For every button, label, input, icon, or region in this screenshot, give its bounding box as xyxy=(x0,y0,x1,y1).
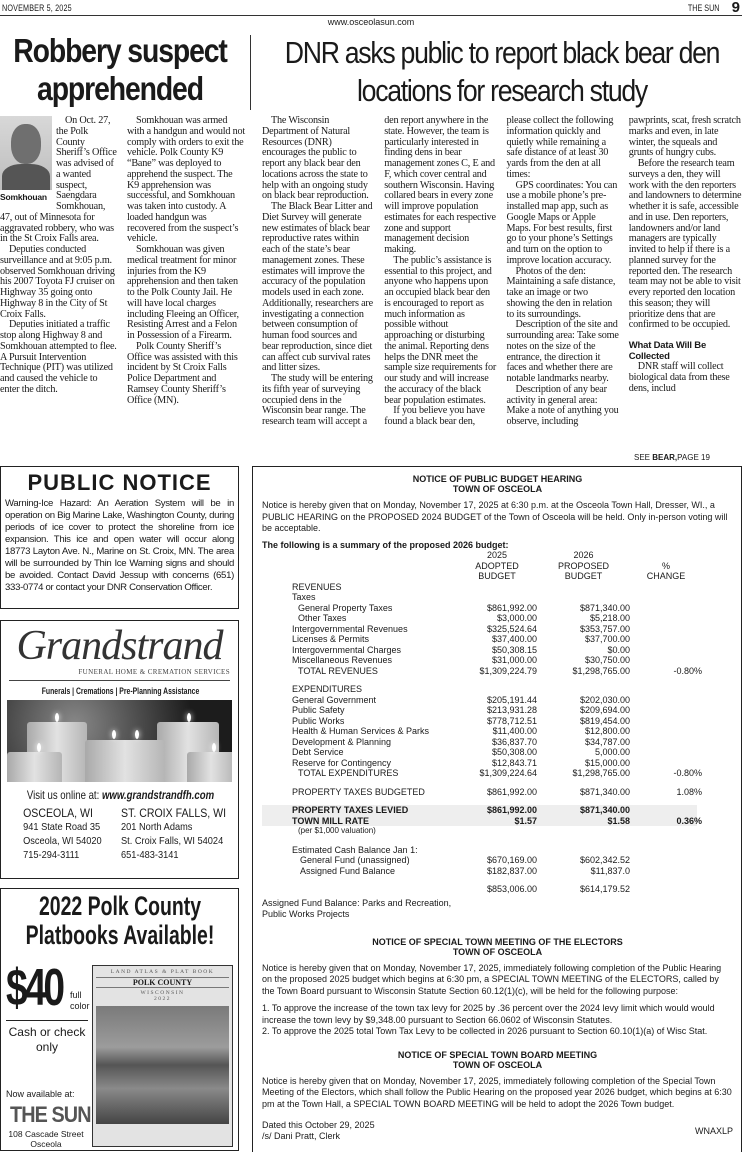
row-value: $871,340.00 xyxy=(579,805,630,815)
row-value xyxy=(630,613,702,624)
row-value: 0.36% xyxy=(676,815,702,826)
row-value: $1.57 xyxy=(514,815,537,826)
row-label: Health & Human Services & Parks xyxy=(292,726,430,736)
row-value: $861,992.00 xyxy=(486,602,537,613)
budget-row xyxy=(262,603,733,614)
row-value xyxy=(630,866,702,877)
row-value xyxy=(630,634,702,645)
row-label: Reserve for Contingency xyxy=(292,757,392,768)
row-value: $15,000.00 xyxy=(584,757,630,768)
subheading: What Data Will Be Collected xyxy=(628,340,707,362)
budget-section xyxy=(262,884,733,895)
column-header-cell: 2026 xyxy=(573,550,594,560)
row-label: TOTAL EXPENDITURES xyxy=(298,768,399,778)
paragraph: Polk County Sheriff’s Office was assisted with this incident by St Croix Falls Police Department and Ramsey County Sheriff’s Office (MN). xyxy=(127,340,238,406)
row-value: $50,308.00 xyxy=(491,747,537,757)
row-value: $1.58 xyxy=(607,815,630,826)
row-value xyxy=(630,884,702,895)
row-value xyxy=(630,592,702,603)
row-value: $1,309,224.79 xyxy=(479,665,537,676)
suspect-photo xyxy=(0,116,52,190)
electors-item-1: 1. To approve the increase of the town tax levy for 2025 by .36 percent over the 2024 levy limit which would would increase the town levy by $9,348.00 pursuant to Section 66.0602 of Wisconsin Statutes. xyxy=(262,1003,715,1025)
row-value: $325,524.64 xyxy=(486,623,537,634)
budget-row xyxy=(262,805,697,816)
row-value xyxy=(630,726,702,737)
candles-image xyxy=(7,700,232,782)
row-label: Taxes xyxy=(292,592,316,602)
row-value: $205,191.44 xyxy=(486,694,537,705)
budget-row xyxy=(262,666,733,677)
board-notice-title: NOTICE OF SPECIAL TOWN BOARD MEETING xyxy=(397,1049,598,1060)
platbook-cover-image xyxy=(92,965,233,1147)
public-notice-title: PUBLIC NOTICE xyxy=(27,470,212,495)
row-value xyxy=(457,826,537,837)
price-note-2: color xyxy=(70,1001,90,1011)
budget-section xyxy=(262,787,733,798)
row-label: PROPERTY TAXES LEVIED xyxy=(292,805,409,815)
budget-summary-label: The following is a summary of the proposed 2026 budget: xyxy=(262,539,509,550)
row-value: $34,787.00 xyxy=(584,736,630,747)
row-label: Intergovernmental Charges xyxy=(292,644,402,655)
row-value xyxy=(537,684,630,695)
grandstrand-ad xyxy=(0,620,239,879)
row-label: TOTAL REVENUES xyxy=(298,665,378,676)
row-value: 5,000.00 xyxy=(594,747,630,757)
row-value xyxy=(630,684,702,695)
row-value: $1,309,224.64 xyxy=(479,768,537,778)
row-value: $871,340.00 xyxy=(579,602,630,613)
platbook-price-block xyxy=(6,959,90,1055)
cover-title: POLK COUNTY xyxy=(96,977,229,988)
cover-year: 2022 xyxy=(154,996,171,1002)
column-header-cell: BUDGET xyxy=(564,571,603,581)
budget-row xyxy=(262,684,733,695)
paragraph: Photos of the den: Maintaining a safe distance, take an image or two showing the den in relation to its surroundings. xyxy=(506,265,616,320)
column-header-cell xyxy=(292,550,457,561)
grandstrand-logo-subtitle: FUNERAL HOME & CREMATION SERVICES xyxy=(9,668,230,681)
row-label: Assigned Fund Balance xyxy=(300,865,396,876)
paragraph: Somkhouan was given medical treatment for minor injuries from the K9 apprehension and then taken to the Polk County Jail. He will have local charges including Fleeing an Officer, Resisting Arrest and a Felon in Possession of a Firearm. xyxy=(127,244,239,341)
column-header-cell: CHANGE xyxy=(646,571,686,581)
row-value: $353,757.00 xyxy=(579,623,630,634)
row-value: $3,000.00 xyxy=(496,613,537,623)
board-notice-text: Notice is hereby given that on Monday, November 17, 2025, immediately following completion of the Special Town Meeting of the Electors, which shall follow the Public Hearing on the proposed year 2026 budget, which begins at 6:30 pm at the Town Hall, a SPECIAL TOWN BOARD MEETING will be held to adopt the 2026 Town budget. xyxy=(262,1075,732,1109)
row-value xyxy=(630,705,702,716)
platbook-ad xyxy=(0,888,239,1151)
the-sun-logo: THE SUN xyxy=(10,1102,91,1127)
row-value xyxy=(457,684,537,695)
location-title: ST. CROIX FALLS, WI xyxy=(121,806,227,820)
paragraph: Description of the site and surrounding area: Take some notes on the size of the entrance, the direction it faces and whether there are notable landmarks nearby. xyxy=(506,319,619,384)
location-city: St. Croix Falls, WI 54024 xyxy=(121,835,224,847)
row-value xyxy=(630,624,702,635)
website-link[interactable]: www.grandstrandfh.com xyxy=(101,788,215,802)
row-label: Debt Service xyxy=(292,747,344,757)
row-value xyxy=(630,603,702,614)
row-value xyxy=(630,716,702,727)
budget-row xyxy=(262,582,733,593)
row-value: $213,931.28 xyxy=(486,705,537,715)
budget-row xyxy=(262,758,733,769)
row-label: Licenses & Permits xyxy=(292,634,370,644)
row-value xyxy=(630,655,702,666)
paragraph: The Wisconsin Department of Natural Resources (DNR) encourages the public to report any black bear den locations across the state to help with an ongoing study on black bear reproduction. xyxy=(262,115,369,202)
budget-table xyxy=(262,550,733,895)
row-value: $11,400.00 xyxy=(492,726,537,736)
row-value: 1.08% xyxy=(676,786,702,797)
signature-block xyxy=(262,1120,733,1142)
row-value xyxy=(630,805,702,816)
row-value xyxy=(630,845,702,856)
website-url[interactable]: www.osceolasun.com xyxy=(327,17,415,27)
row-value xyxy=(537,582,630,593)
row-value: $670,169.00 xyxy=(486,855,537,865)
row-value xyxy=(537,845,630,856)
budget-row xyxy=(262,884,733,895)
row-value xyxy=(537,592,630,603)
robbery-article xyxy=(0,116,246,406)
location-phone: 651-483-3141 xyxy=(121,849,179,861)
row-label: PROPERTY TAXES BUDGETED xyxy=(292,786,425,797)
location-street: 201 North Adams xyxy=(121,821,193,833)
public-notice-text: Warning-Ice Hazard: An Aeration System will be in operation on Big Marine Lake, Washington County, during periods of ice cover to protect the shoreline from ice expansion. This ice and open water will occur along 18773 Layton Ave. N., Marine on St. Croix, MN. The area will be surrounded by Thin Ice Warning signs and should be avoided. Contact David Jessup with concerns (651) 333-0774 or contact your DNR Conservation Officer. xyxy=(5,498,234,593)
column-header-cell: ADOPTED xyxy=(475,560,519,571)
row-value xyxy=(630,747,702,758)
row-value: $50,308.15 xyxy=(491,644,537,655)
row-value: $871,340.00 xyxy=(579,786,630,797)
robbery-headline: Robbery suspect apprehended xyxy=(13,32,227,107)
electors-notice-text: Notice is hereby given that on Monday, November 17, 2025, immediately following completion of the Public Hearing on the proposed 2025 budget which begins at 6:30 pm, a SPECIAL TOWN MEETING of the ELECTORS, called by the Town Board pursuant to Wisconsin Statute Section 60.12(1)(c), will be held for the following purpose: xyxy=(262,962,722,996)
row-label: REVENUES xyxy=(292,581,342,592)
row-value: $182,837.00 xyxy=(486,865,537,876)
dnr-headline: DNR asks public to report black bear den locations for research study xyxy=(284,35,720,108)
row-value xyxy=(537,826,630,837)
clerk-signature: /s/ Dani Pratt, Clerk xyxy=(262,1131,341,1141)
jump-line[interactable] xyxy=(634,453,710,462)
row-value: $853,006.00 xyxy=(486,884,537,894)
jump-word: BEAR, xyxy=(652,453,678,462)
budget-row xyxy=(262,726,733,737)
jump-see: SEE xyxy=(634,453,651,462)
board-notice-subtitle: TOWN OF OSCEOLA xyxy=(452,1059,543,1070)
issue-date: NOVEMBER 5, 2025 xyxy=(2,3,72,13)
budget-section xyxy=(262,582,733,677)
location-title: OSCEOLA, WI xyxy=(23,806,93,820)
column-header-cell: 2025 xyxy=(486,550,508,560)
paper-name: THE SUN xyxy=(688,3,720,13)
paragraph: Somkhouan was armed with a handgun and would not comply with orders to exit the vehicle. Polk County K9 “Bane” was deployed to apprehend the suspect. The K9 apprehension was successful, and Somkhouan was taken into custody. A loaded handgun was recovered from the suspect’s vehicle. xyxy=(127,115,246,245)
budget-notice-subtitle: TOWN OF OSCEOLA xyxy=(452,484,543,494)
row-value: $30,750.00 xyxy=(584,655,630,665)
paragraph: Description of any bear activity in general area: Make a note of anything you observe, including pawprints, scat, fresh scratch marks and even, in late winter, the squeals and grunts of hungry cubs. xyxy=(506,115,741,427)
budget-section xyxy=(262,845,733,877)
column-header-cell: BUDGET xyxy=(478,571,516,581)
row-label: Intergovernmental Revenues xyxy=(292,623,408,634)
budget-row xyxy=(262,592,733,603)
paragraph: The public’s assistance is essential to this project, and anyone who happens upon an occupied black bear den is encouraged to report as much information as possible without approaching or disturbing the animal. Reporting dens helps the DNR meet the sample size requirements for our study and will increase the accuracy of the black bear population estimates. xyxy=(384,254,497,406)
electors-notice-title: NOTICE OF SPECIAL TOWN MEETING OF THE ELECTORS xyxy=(372,936,623,947)
column-header-cell xyxy=(292,571,457,582)
paragraph: The Black Bear Litter and Diet Survey will generate new estimates of black bear reproductive rates within each of the state’s bear management zones. These estimates will improve the accuracy of the population models used in each zone. Additionally, researchers are investigating a connection between consumption of human food sources and bear reproduction, since diet can affect cub survival rates and litter sizes. xyxy=(262,201,373,374)
assigned-fund-note: Assigned Fund Balance: Parks and Recreation, Public Works Projects xyxy=(262,897,452,919)
row-value: -0.80% xyxy=(673,665,702,676)
row-value: $819,454.00 xyxy=(579,715,630,726)
grandstrand-logo: Grandstrand xyxy=(16,623,223,669)
platbook-title-2: Platbooks Available! xyxy=(25,920,215,950)
budget-row xyxy=(262,815,702,827)
paragraph: Before the research team surveys a den, they will work with the den reporters and landowners to determine whether it is safe, accessible and in use. Den reporters, landowners and/or land managers are typically invited to help if there is a planned survey for the reported den. The research team may not be able to visit every reported den location this season; they will prioritize dens that are confirmed to be occupied. xyxy=(628,158,742,331)
location-street: 941 State Road 35 xyxy=(23,821,101,833)
header-rule xyxy=(0,15,742,16)
row-label: Public Safety xyxy=(292,705,345,715)
budget-row xyxy=(262,634,733,645)
available-label: Now available at: xyxy=(6,1089,75,1099)
row-label: (per $1,000 valuation) xyxy=(298,826,376,835)
row-value: $11,837.0 xyxy=(590,865,630,876)
row-label: EXPENDITURES xyxy=(292,684,363,694)
cover-line: LAND ATLAS & PLAT BOOK xyxy=(110,969,215,975)
ad-code: WNAXLP xyxy=(694,1125,733,1136)
row-label: Estimated Cash Balance Jan 1: xyxy=(292,844,418,855)
column-header-cell xyxy=(292,561,457,572)
budget-row xyxy=(262,866,733,877)
row-label: Development & Planning xyxy=(292,736,392,747)
column-divider xyxy=(250,35,251,110)
row-value xyxy=(630,737,702,748)
budget-row xyxy=(262,624,733,635)
paragraph: If you believe you have found a black bear den, please collect the following information quickly and quietly while remaining a safe distance of at least 30 yards from the den at all times: xyxy=(384,115,614,427)
row-value: -0.80% xyxy=(673,768,702,778)
page-number: 9 xyxy=(731,0,740,16)
budget-section xyxy=(262,805,733,837)
cover-state: WISCONSIN xyxy=(140,990,185,996)
row-value: $12,800.00 xyxy=(584,726,630,736)
grandstrand-tagline: Funerals | Cremations | Pre-Planning Assistance xyxy=(41,686,200,697)
budget-column-header xyxy=(262,550,733,561)
budget-row xyxy=(262,705,733,716)
row-value xyxy=(630,645,702,656)
column-header-cell: % xyxy=(661,560,670,571)
store-street: 108 Cascade Street xyxy=(8,1129,84,1139)
location-phone: 715-294-3111 xyxy=(23,849,80,861)
budget-row xyxy=(262,695,733,706)
budget-row xyxy=(262,747,733,758)
dated-line: Dated this October 29, 2025 xyxy=(262,1120,375,1130)
public-notice-ad xyxy=(0,466,239,609)
paragraph: On Oct. 27, the Polk County Sheriff’s Office was advised of a wanted suspect, Saengdara Somkhouan, 47, out of Minnesota for aggravated robbery, who was in the St Croix Falls area. xyxy=(0,115,117,245)
column-header-cell: PROPOSED xyxy=(557,560,609,571)
budget-section xyxy=(262,684,733,779)
row-value xyxy=(457,592,537,603)
budget-column-header xyxy=(262,571,733,582)
row-value: $602,342.52 xyxy=(579,855,630,865)
budget-notice-title: NOTICE OF PUBLIC BUDGET HEARING xyxy=(412,474,583,484)
payment-note: Cash or check only xyxy=(6,1020,88,1055)
row-value: $614,179.52 xyxy=(579,884,630,894)
platbook-title-1: 2022 Polk County xyxy=(38,891,202,921)
paragraph: Deputies conducted surveillance and at 9:05 p.m. observed Somkhouan driving his 2007 Toyota FJ cruiser on Highway 35 going onto Highway 8 in the City of St Croix Falls. xyxy=(0,244,115,320)
visit-label: Visit us online at: xyxy=(26,788,100,802)
row-value xyxy=(630,695,702,706)
location-osceola xyxy=(23,806,102,862)
row-label: TOWN MILL RATE xyxy=(292,815,369,826)
budget-row xyxy=(262,826,733,837)
row-value: $1,298,765.00 xyxy=(572,665,630,676)
row-value: $778,712.51 xyxy=(486,715,537,726)
budget-notice-text: Notice is hereby given that on Monday, November 17, 2025 at 6:30 p.m. at the Osceola Town Hall, Dresser, WI., a PUBLIC HEARING on the PROPOSED 2024 BUDGET of the Town of Osceola will be held. Only in-person voting will be acceptable. xyxy=(262,500,728,533)
row-value xyxy=(630,855,702,866)
budget-row xyxy=(262,716,733,727)
row-value: $37,400.00 xyxy=(491,634,537,644)
paragraph: Deputies initiated a traffic stop along Highway 8 and Somkhouan attempted to flee. A Pursuit Intervention Technique (PIT) was utilized and caused the vehicle to enter the ditch. xyxy=(0,319,117,395)
location-st-croix-falls xyxy=(121,806,226,862)
budget-row xyxy=(262,645,733,656)
budget-row xyxy=(262,613,733,624)
row-value: $202,030.00 xyxy=(579,694,630,705)
row-value: $36,837.70 xyxy=(491,736,537,747)
row-label: Other Taxes xyxy=(298,613,347,623)
row-label: Public Works xyxy=(292,715,345,726)
price-note xyxy=(70,990,90,1012)
grandstrand-locations xyxy=(9,806,227,862)
row-value: $1,298,765.00 xyxy=(572,768,630,778)
budget-column-header xyxy=(262,561,733,572)
row-value xyxy=(630,582,702,593)
row-value: $5,218.00 xyxy=(589,613,630,623)
budget-row xyxy=(262,845,733,856)
row-label: General Government xyxy=(292,694,377,705)
legal-notices-box xyxy=(252,466,742,1152)
store-address xyxy=(6,1129,86,1149)
row-value: $31,000.00 xyxy=(491,655,537,665)
paragraph: DNR staff will collect biological data from these dens, includ xyxy=(628,361,730,394)
row-value xyxy=(630,758,702,769)
row-value: $861,992.00 xyxy=(486,805,537,815)
paragraph: The study will be entering its fifth year of surveying occupied dens in the Wisconsin bear range. The research team will accept a den report anywhere in the state. However, the team is particularly interested in finding dens in bear management zones C, E and F, which cover central and southern Wisconsin. Having collared bears in every zone will improve population estimates for each respective zone and support management decision making. xyxy=(262,115,496,427)
price-note-1: full xyxy=(70,990,82,1000)
jump-page: PAGE 19 xyxy=(677,453,710,462)
electors-item-2: 2. To approve the 2025 total Town Tax Levy to be collected in 2026 pursuant to Section 60.10(1)(a) of Wisc Stat. xyxy=(262,1026,708,1036)
budget-row xyxy=(262,787,733,798)
budget-row xyxy=(262,737,733,748)
location-city: Osceola, WI 54020 xyxy=(23,835,102,847)
row-value xyxy=(457,845,537,856)
electors-notice-subtitle: TOWN OF OSCEOLA xyxy=(452,946,543,957)
row-label: General Property Taxes xyxy=(298,602,393,613)
grandstrand-website[interactable] xyxy=(0,788,242,802)
row-label: Miscellaneous Revenues xyxy=(292,655,393,665)
row-value: $209,694.00 xyxy=(579,705,630,715)
dnr-article xyxy=(262,116,742,428)
row-value: $37,700.00 xyxy=(584,634,630,644)
budget-row xyxy=(262,855,733,866)
row-label: General Fund (unassigned) xyxy=(300,855,410,865)
budget-row xyxy=(262,768,733,779)
row-value: $0.00 xyxy=(607,644,630,655)
row-label xyxy=(292,884,457,895)
row-value xyxy=(457,582,537,593)
row-value: $861,992.00 xyxy=(486,786,537,797)
platbook-price: $40 xyxy=(6,959,63,1017)
budget-row xyxy=(262,655,733,666)
paragraph: GPS coordinates: You can use a mobile phone’s pre-installed map app, such as Google Maps or Apple Maps. For best results, first go to your phone’s Settings and turn on the option to improve location accuracy. xyxy=(506,179,618,266)
photo-caption: Somkhouan xyxy=(0,192,47,202)
row-value xyxy=(630,826,702,837)
row-value: $12,843.71 xyxy=(491,757,537,768)
column-header-cell xyxy=(630,550,702,561)
store-city: Osceola xyxy=(30,1139,62,1149)
